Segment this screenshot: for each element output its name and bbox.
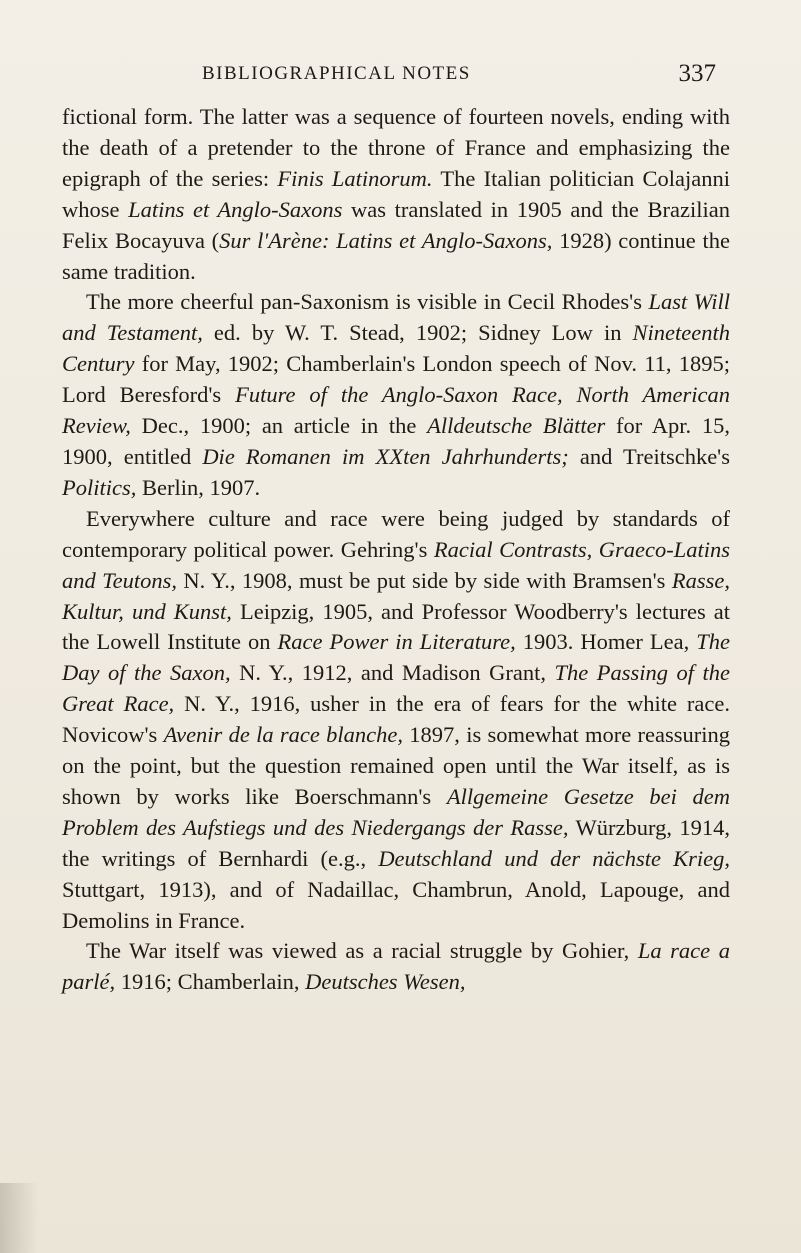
italic-title: Racial Contrasts, Graeco-Latins and Teutons, <box>62 536 730 593</box>
scan-edge-shadow <box>0 1183 38 1253</box>
paragraph <box>62 936 730 998</box>
italic-title: Last Will and Testament, <box>62 289 730 346</box>
text-run: N. Y., 1916, usher in the era of fears for the white race. Novicow's <box>62 691 731 748</box>
text-run: 1928) continue the same tradition. <box>62 227 730 284</box>
text-run: for Apr. 15, 1900, entitled <box>62 413 730 469</box>
italic-title: Rasse, Kultur, und Kunst, <box>62 567 730 624</box>
paragraph <box>62 102 730 287</box>
italic-title: Deutschland und der nächste Krieg, <box>378 845 730 871</box>
text-run: The more cheerful pan-Saxonism is visible in Cecil Rhodes's <box>86 289 649 315</box>
italic-title: Race Power in Literature, <box>277 629 516 655</box>
italic-title: Deutsches Wesen, <box>305 969 466 995</box>
body-text <box>62 102 730 998</box>
italic-title: Die Romanen im XXten Jahrhunderts; <box>202 443 569 469</box>
text-run: Stuttgart, 1913), and of Nadaillac, Chambrun, Anold, Lapouge, and Demolins in France. <box>62 876 730 933</box>
italic-title: Allgemeine Gesetze bei dem Problem des Aufstiegs und des Niedergangs der Rasse, <box>62 783 730 840</box>
text-run: Everywhere culture and race were being judged by standards of contemporary political power. Gehring's <box>62 505 730 562</box>
text-run: 1903. Homer Lea, <box>515 629 697 655</box>
italic-title: Sur l'Arène: Latins et Anglo-Saxons, <box>219 227 553 253</box>
running-head: BIBLIOGRAPHICAL NOTES <box>202 63 471 84</box>
text-run: 1897, is somewhat more reassuring on the point, but the question remained open until the War itself, as is shown by works like Boerschmann's <box>62 722 730 809</box>
text-run: Berlin, 1907. <box>136 474 261 500</box>
text-run: The War itself was viewed as a racial struggle by Gohier, <box>86 938 638 964</box>
text-run: and Treitschke's <box>568 443 730 469</box>
paragraph <box>62 287 730 503</box>
text-run: Würzburg, 1914, the writings of Bernhardi (e.g., <box>62 814 730 871</box>
text-run: fictional form. The latter was a sequence of fourteen novels, ending with the death of a pretender to the throne of France and emphasizing the epigraph of the series: <box>62 104 730 191</box>
italic-title: The Passing of the Great Race, <box>62 660 731 717</box>
text-run: Dec., 1900; an article in the <box>130 413 428 439</box>
text-run: N. Y., 1908, must be put side by side with Bramsen's <box>177 567 672 593</box>
text-run: Leipzig, 1905, and Professor Woodberry's lectures at the Lowell Institute on <box>62 598 730 655</box>
text-run: 1916; Chamberlain, <box>115 969 306 995</box>
italic-title: Avenir de la race blanche, <box>163 722 404 748</box>
italic-title: Politics, <box>62 474 137 500</box>
text-run: N. Y., 1912, and Madison Grant, <box>230 660 555 686</box>
text-run: ed. by W. T. Stead, 1902; Sidney Low in <box>202 320 633 346</box>
italic-title: Nineteenth Century <box>62 320 730 377</box>
italic-title: Alldeutsche Blätter <box>427 413 606 439</box>
italic-title: La race a parlé, <box>62 938 730 995</box>
text-run: for May, 1902; Chamberlain's London speech of Nov. 11, 1895; Lord Beresford's <box>62 351 730 408</box>
italic-title: The Day of the Saxon, <box>62 629 730 686</box>
text-run: The Italian politician Colajanni whose <box>62 165 730 222</box>
italic-title: Latins et Anglo-Saxons <box>128 196 343 222</box>
italic-title: Future of the Anglo-Saxon Race, North American Review, <box>62 382 731 439</box>
page-number: 337 <box>678 60 716 87</box>
paragraph <box>62 504 730 937</box>
text-run: was translated in 1905 and the Brazilian Felix Bocayuva ( <box>62 196 730 253</box>
page-header <box>72 62 728 94</box>
italic-title: Finis Latinorum. <box>277 165 433 191</box>
